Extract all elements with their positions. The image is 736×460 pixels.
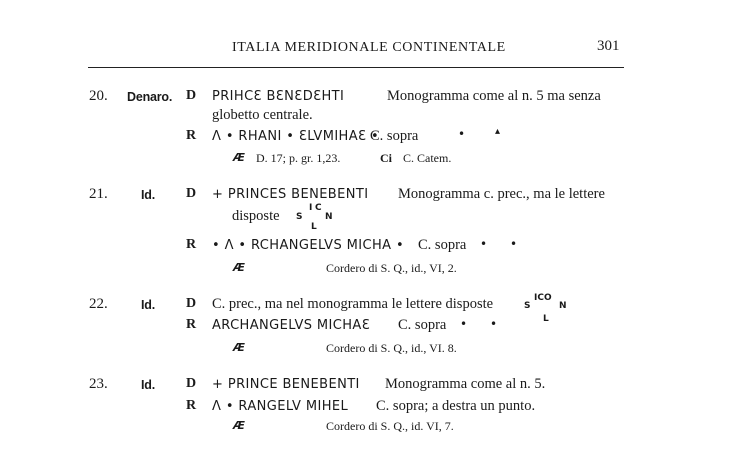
- triangle-mark: ▴: [495, 126, 501, 137]
- entry-denomination: Id.: [141, 378, 155, 392]
- obverse-symbol: D: [186, 186, 197, 201]
- reverse-description: C. sopra: [398, 317, 447, 333]
- reverse-symbol: R: [186, 237, 197, 252]
- obverse-symbol: D: [186, 296, 197, 311]
- obverse-legend: + PRINCE BENEBENTI: [212, 377, 360, 392]
- collection-reference: C. Catem.: [403, 151, 452, 165]
- entry-number: 21.: [89, 186, 108, 202]
- obverse-description: Monogramma come al n. 5 ma senza: [387, 88, 601, 104]
- obverse-description: Monogramma come al n. 5.: [385, 376, 546, 392]
- obverse-legend: PRIHCƐ BƐNƐDƐHTI: [212, 89, 345, 104]
- silver-symbol: Æ: [233, 261, 245, 274]
- obverse-symbol: D: [186, 376, 197, 391]
- entry-number: 22.: [89, 296, 108, 312]
- header-rule: [88, 67, 624, 68]
- monogram-letter: S: [524, 301, 531, 311]
- obverse-description: Monogramma c. prec., ma le lettere: [398, 186, 605, 202]
- monogram-letter: C: [315, 203, 322, 213]
- collection-reference: Cordero di S. Q., id., VI. 8.: [326, 341, 457, 355]
- reverse-legend: ARCHANGELVS MICHAƐ: [212, 318, 371, 333]
- reverse-description: C. sopra: [418, 237, 467, 253]
- weight-info: D. 17; p. gr. 1,23.: [256, 151, 341, 165]
- obverse-symbol: D: [186, 88, 197, 103]
- monogram-letter: ICO: [534, 293, 552, 303]
- silver-symbol: Æ: [233, 151, 245, 164]
- ci-mark: Ci: [380, 151, 392, 165]
- dot-mark: •: [480, 237, 488, 251]
- reverse-symbol: R: [186, 398, 197, 413]
- dot-mark: •: [510, 237, 518, 251]
- collection-reference: Cordero di S. Q., id., VI, 2.: [326, 261, 457, 275]
- dot-mark: •: [458, 127, 466, 141]
- reverse-legend: • Λ • RCHANGELVS MICHA •: [212, 238, 405, 253]
- monogram-letter: L: [311, 222, 317, 232]
- entry-denomination: Denaro.: [127, 90, 173, 104]
- entry-denomination: Id.: [141, 188, 155, 202]
- dot-mark: •: [460, 317, 468, 331]
- obverse-description-continued: disposte: [232, 208, 280, 224]
- reverse-legend: Λ • RHANI • ƐLVMIHAƐ •: [212, 129, 380, 144]
- monogram-letter: N: [559, 301, 567, 311]
- obverse-legend: + PRINCES BENEBENTI: [212, 187, 369, 202]
- silver-symbol: Æ: [233, 419, 245, 432]
- reverse-description: C. sopra: [370, 128, 419, 144]
- reverse-symbol: R: [186, 128, 197, 143]
- running-header-title: ITALIA MERIDIONALE CONTINENTALE: [232, 40, 506, 55]
- monogram-letter: L: [543, 314, 549, 324]
- reverse-description: C. sopra; a destra un punto.: [376, 398, 536, 414]
- monogram-letter: I: [309, 203, 313, 213]
- reverse-legend: Λ • RANGELV MIHEL: [212, 399, 349, 414]
- dot-mark: •: [490, 317, 498, 331]
- collection-reference: Cordero di S. Q., id. VI, 7.: [326, 419, 454, 433]
- page-number: 301: [597, 38, 620, 54]
- obverse-description-continued: globetto centrale.: [212, 107, 313, 123]
- entry-denomination: Id.: [141, 298, 155, 312]
- entry-number: 23.: [89, 376, 108, 392]
- entry-number: 20.: [89, 88, 108, 104]
- reverse-symbol: R: [186, 317, 197, 332]
- silver-symbol: Æ: [233, 341, 245, 354]
- obverse-description: C. prec., ma nel monogramma le lettere disposte: [212, 296, 494, 312]
- monogram-letter: N: [325, 212, 333, 222]
- monogram-letter: S: [296, 212, 303, 222]
